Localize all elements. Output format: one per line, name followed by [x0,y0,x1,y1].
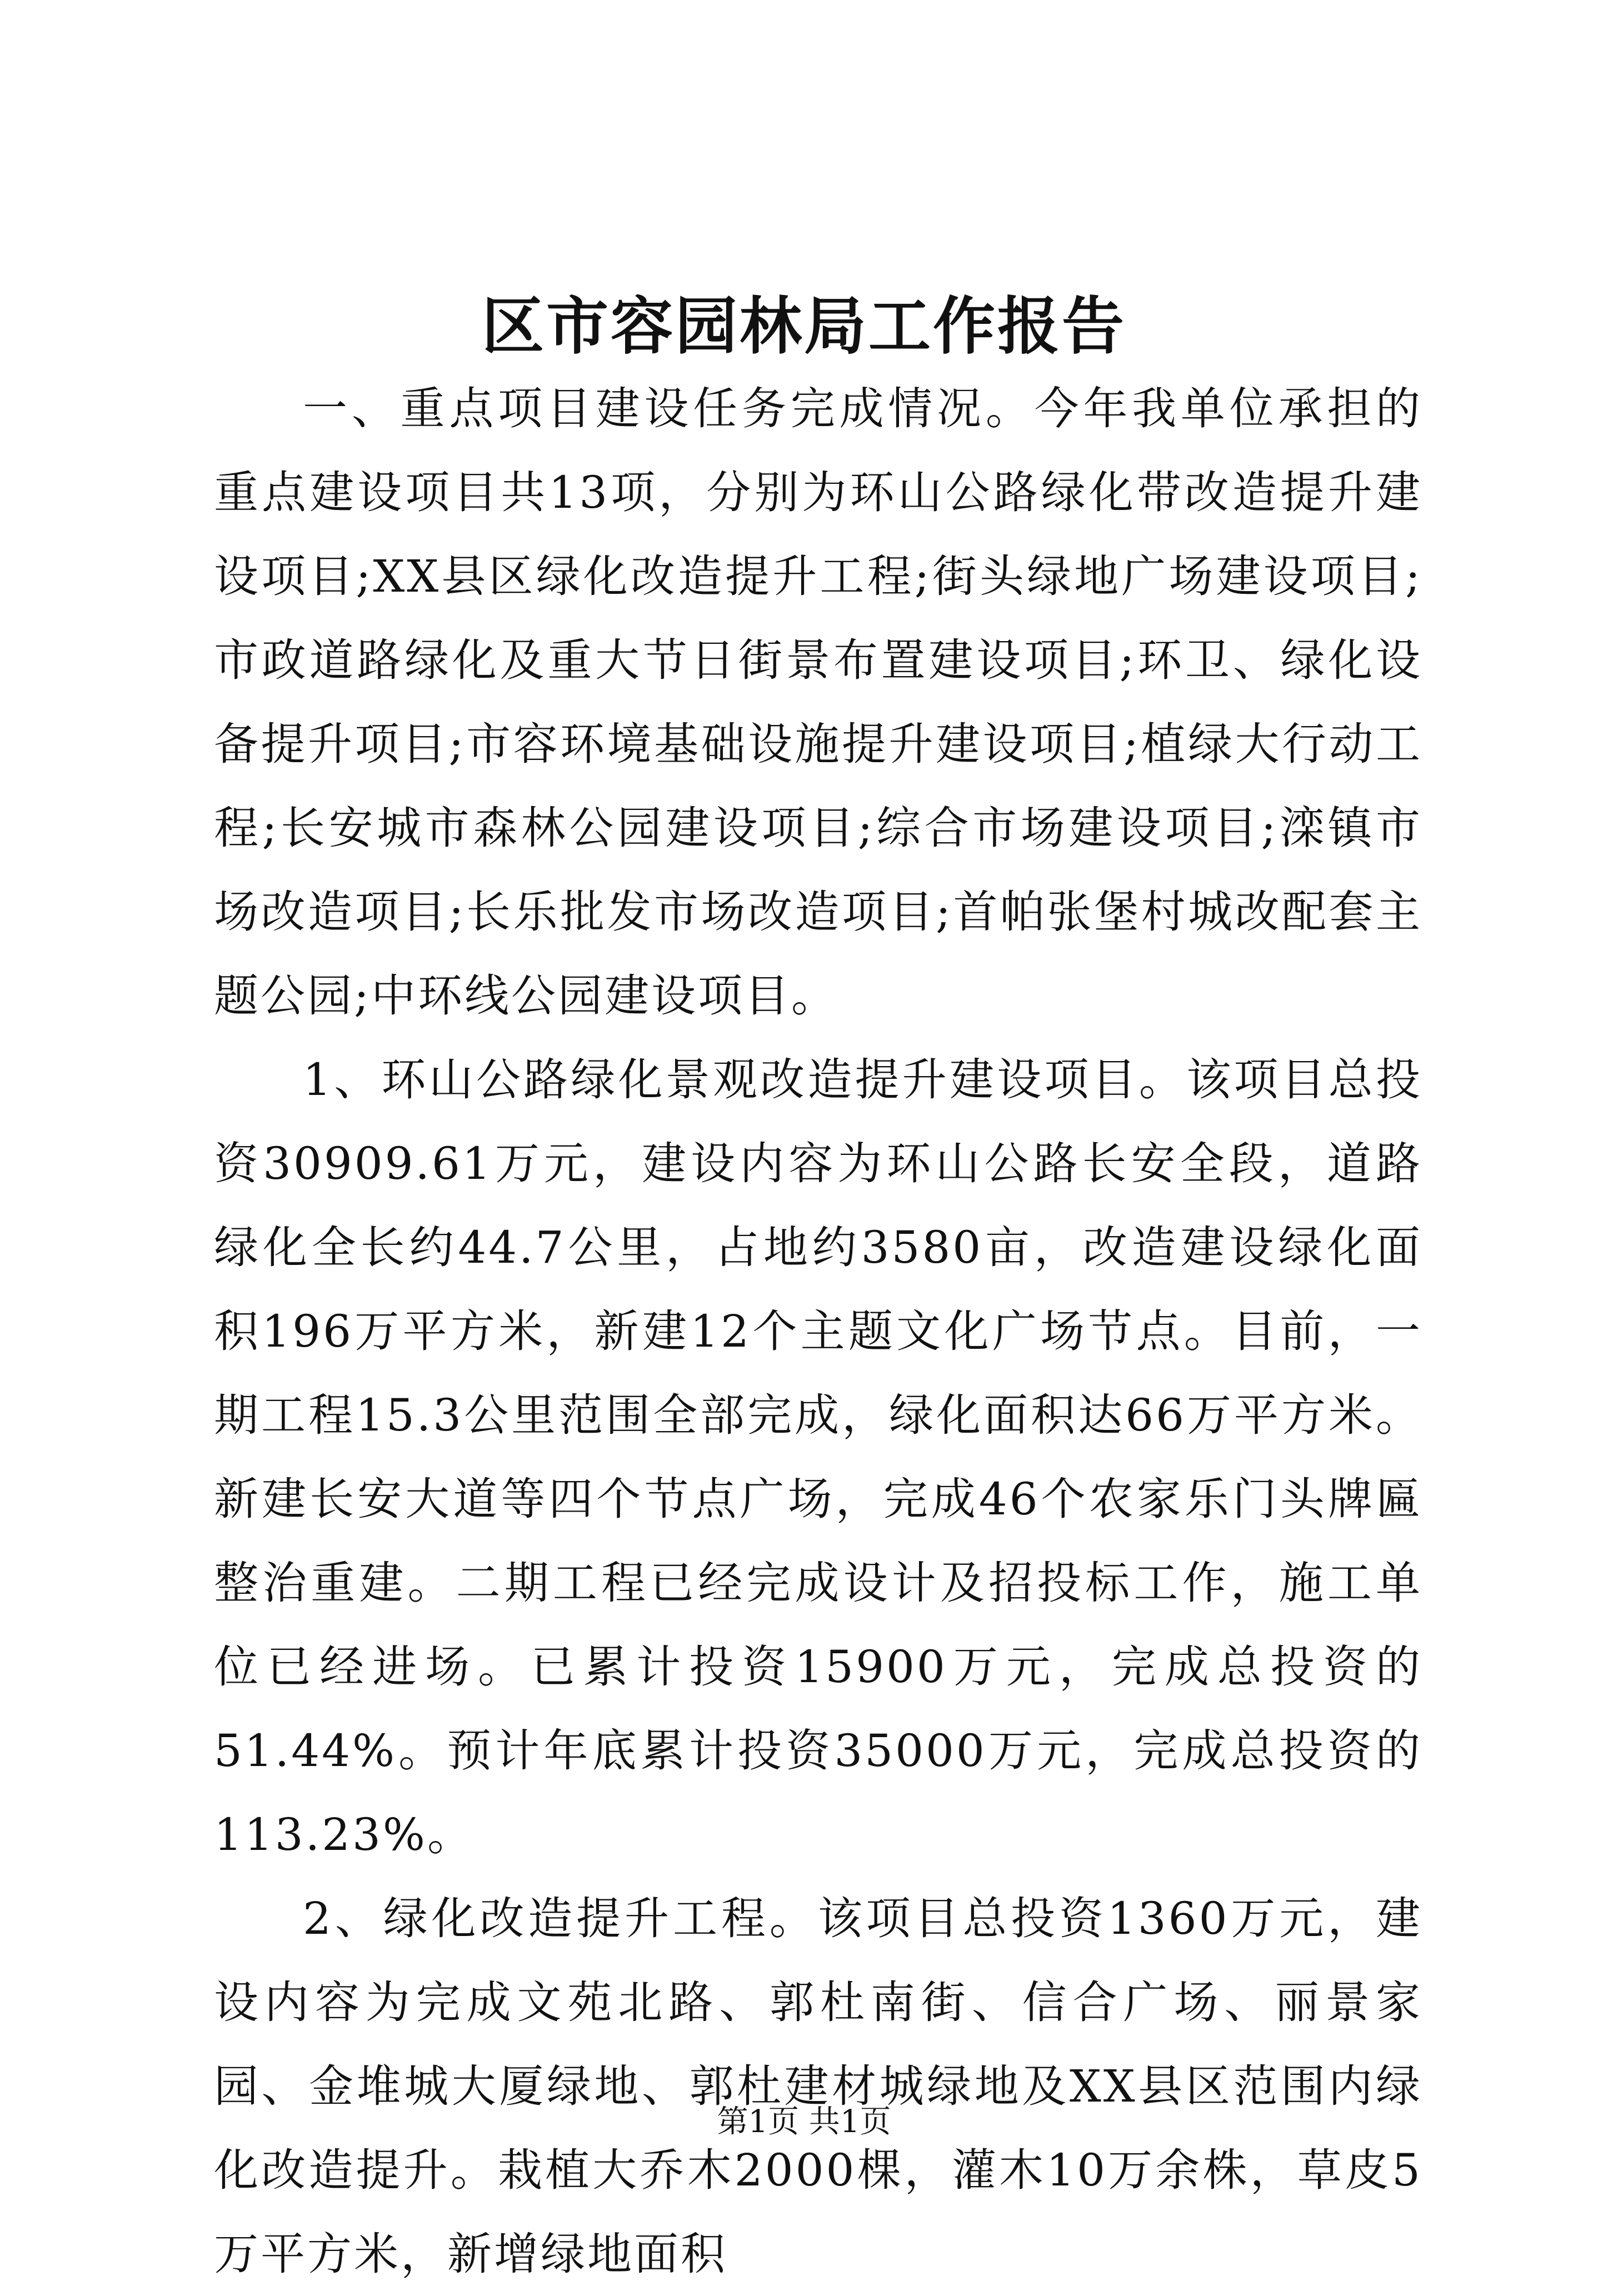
page-footer: 第1页 共1页 [717,2104,891,2140]
paragraph-mountain-road-project: 1、环山公路绿化景观改造提升建设项目。该项目总投资30909.61万元，建设内容为环山公路长安全段，道路绿化全长约44.7公里，占地约3580亩，改造建设绿化面积196万平方米，新建12个主题文化广场节点。目前，一期工程15.3公里范围全部完成，绿化面积达66万平方米。新建长安大道等四个节点广场，完成46个农家乐门头牌匾整治重建。二期工程已经完成设计及招投标工作，施工单位已经进场。已累计投资15900万元，完成总投资的51.44%。预计年底累计投资35000万元，完成总投资的113.23%。 [214,1054,1422,1860]
document-title: 区市容园林局工作报告 [482,290,1126,363]
document-body [214,367,1422,2296]
paragraph-key-projects-overview: 一、重点项目建设任务完成情况。今年我单位承担的重点建设项目共13项，分别为环山公路绿化带改造提升建设项目;XX县区绿化改造提升工程;街头绿地广场建设项目;市政道路绿化及重大节日街景布置建设项目;环卫、绿化设备提升项目;市容环境基础设施提升建设项目;植绿大行动工程;长安城市森林公园建设项目;综合市场建设项目;滦镇市场改造项目;长乐批发市场改造项目;首帕张堡村城改配套主题公园;中环线公园建设项目。 [214,383,1422,1022]
paragraph-greening-upgrade-project: 2、绿化改造提升工程。该项目总投资1360万元，建设内容为完成文苑北路、郭杜南街、信合广场、丽景家园、金堆城大厦绿地、郭杜建材城绿地及XX县区范围内绿化改造提升。栽植大乔木2000棵，灌木10万余株，草皮5万平方米，新增绿地面积 [214,1893,1422,2280]
